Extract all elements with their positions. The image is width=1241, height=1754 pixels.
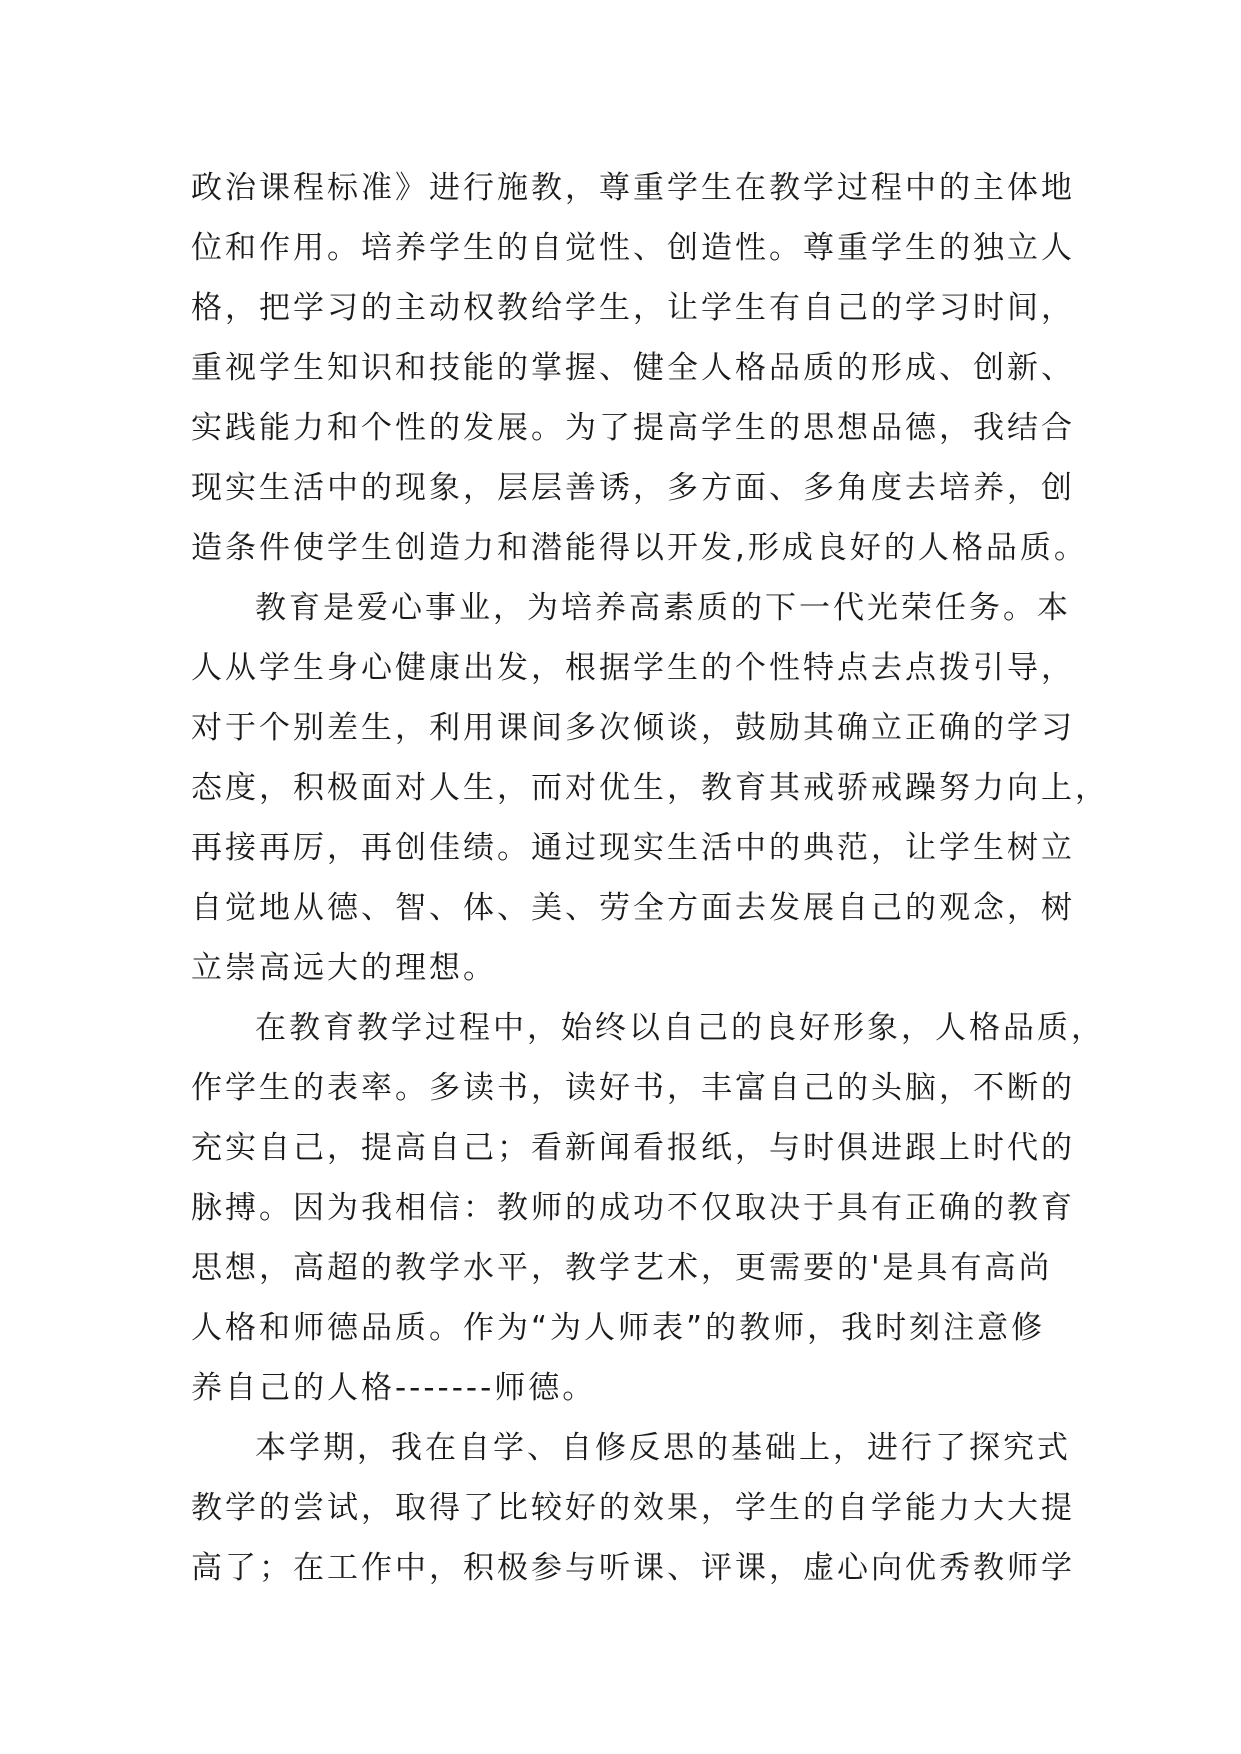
text-line: 态度，积极面对人生，而对优生，教育其戒骄戒躁努力向上， (191, 770, 1109, 806)
text-line: 再接再厉，再创佳绩。通过现实生活中的典范，让学生树立 (191, 830, 1075, 866)
paragraph-first-line: 本学期，我在自学、自修反思的基础上，进行了探究式 (255, 1430, 1071, 1466)
document-body-text (191, 158, 1109, 1598)
paragraph-first-line: 在教育教学过程中，始终以自己的良好形象，人格品质， (255, 1010, 1105, 1046)
text-line: 造条件使学生创造力和潜能得以开发,形成良好的人格品质。 (191, 530, 1088, 566)
text-line: 思想，高超的教学水平，教学艺术，更需要的'是具有高尚 (191, 1250, 1053, 1286)
text-line: 人从学生身心健康出发，根据学生的个性特点去点拨引导， (191, 650, 1075, 686)
paragraph-first-line: 教育是爱心事业，为培养高素质的下一代光荣任务。本 (255, 590, 1071, 626)
text-line: 格，把学习的主动权教给学生，让学生有自己的学习时间， (191, 290, 1075, 326)
text-line: 政治课程标准》进行施教，尊重学生在教学过程中的主体地 (191, 170, 1075, 206)
text-line: 立崇高远大的理想。 (191, 950, 497, 986)
text-line: 人格和师德品质。作为“为人师表”的教师，我时刻注意修 (191, 1310, 1046, 1346)
text-line: 重视学生知识和技能的掌握、健全人格品质的形成、创新、 (191, 350, 1075, 386)
text-line: 作学生的表率。多读书，读好书，丰富自己的头脑，不断的 (191, 1070, 1075, 1106)
text-line: 充实自己，提高自己；看新闻看报纸，与时俱进跟上时代的 (191, 1130, 1075, 1166)
text-line: 高了；在工作中，积极参与听课、评课，虚心向优秀教师学 (191, 1550, 1075, 1586)
text-line: 自觉地从德、智、体、美、劳全方面去发展自己的观念，树 (191, 890, 1075, 926)
text-line: 位和作用。培养学生的自觉性、创造性。尊重学生的独立人 (191, 230, 1075, 266)
text-line: 对于个别差生，利用课间多次倾谈，鼓励其确立正确的学习 (191, 710, 1075, 746)
text-line: 脉搏。因为我相信：教师的成功不仅取决于具有正确的教育 (191, 1190, 1075, 1226)
text-line: 现实生活中的现象，层层善诱，多方面、多角度去培养，创 (191, 470, 1075, 506)
text-line: 教学的尝试，取得了比较好的效果，学生的自学能力大大提 (191, 1490, 1075, 1526)
text-line: 养自己的人格-------师德。 (191, 1370, 597, 1406)
text-line: 实践能力和个性的发展。为了提高学生的思想品德，我结合 (191, 410, 1075, 446)
